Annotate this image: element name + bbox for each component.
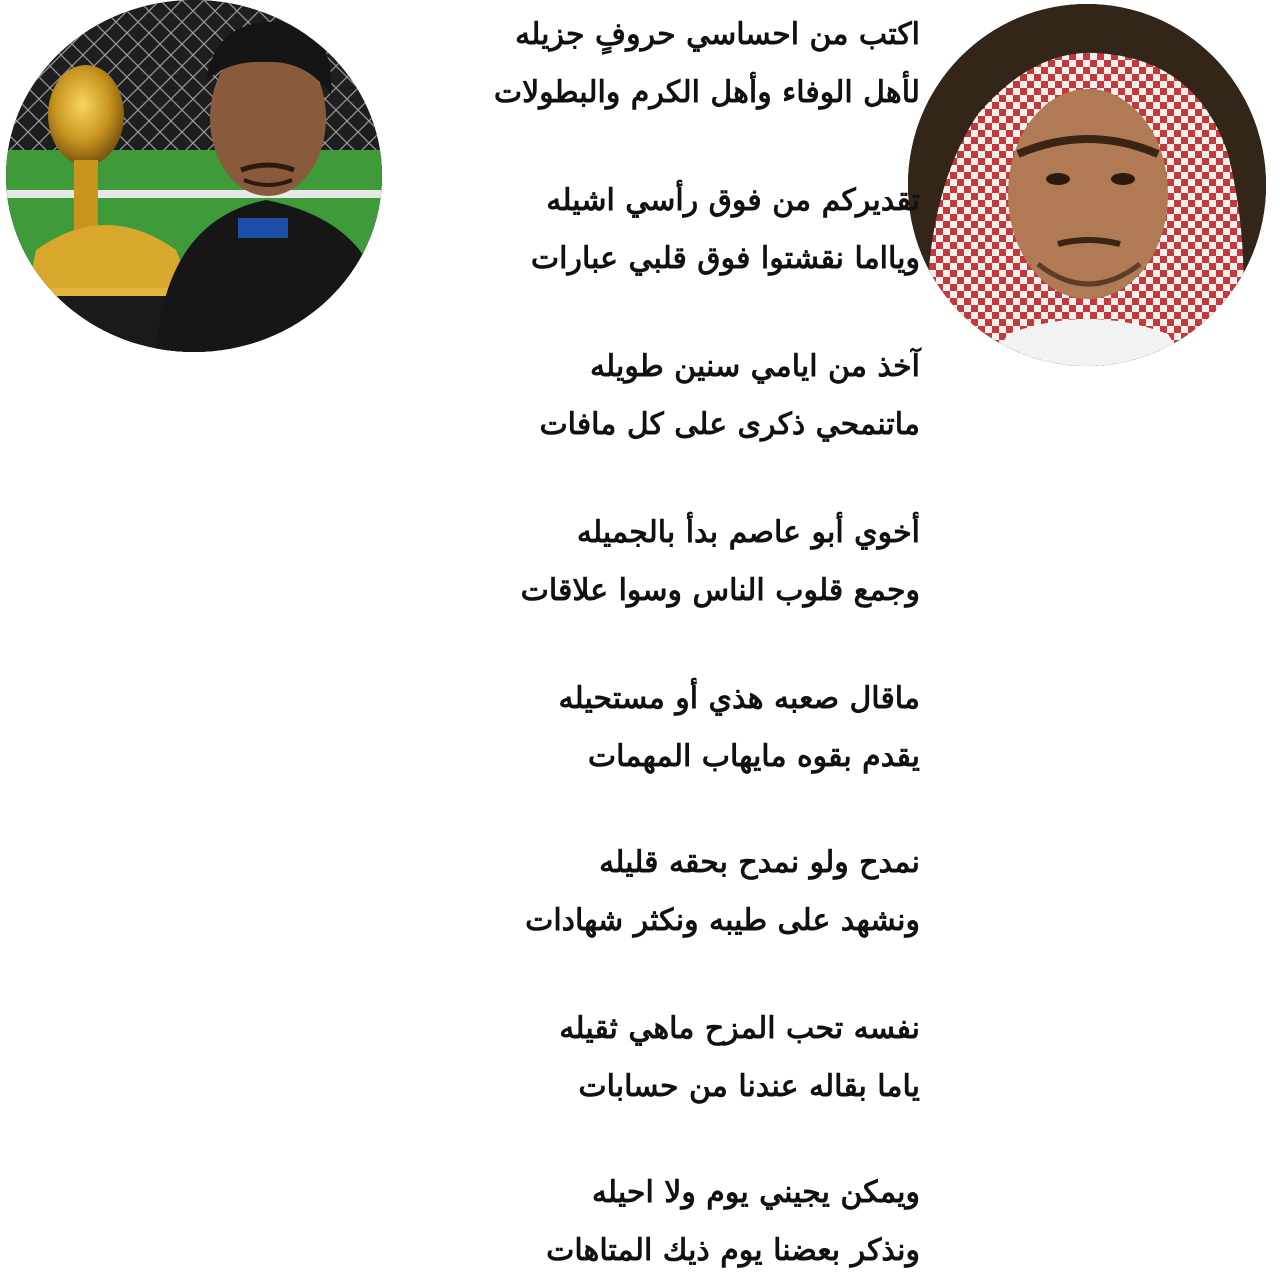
stanza xyxy=(380,1164,920,1280)
poem-line: ونذكر بعضنا يوم ذيك المتاهات xyxy=(546,1233,920,1268)
poem-line: تقديركم من فوق رأسي اشيله xyxy=(546,183,920,218)
stanza xyxy=(380,504,920,620)
poem-line: ياما بقاله عندنا من حسابات xyxy=(578,1069,920,1104)
poem-line: يقدم بقوه مايهاب المهمات xyxy=(587,739,920,774)
poem-line: نفسه تحب المزح ماهي ثقيله xyxy=(559,1011,920,1046)
poem-line: نمدح ولو نمدح بحقه قليله xyxy=(599,845,920,880)
poem-line: اكتب من احساسي حروفٍ جزيله xyxy=(515,17,920,52)
portrait-trophy-photo xyxy=(6,0,382,352)
poem-line: أخوي أبو عاصم بدأ بالجميله xyxy=(576,515,920,550)
stanza xyxy=(380,1000,920,1116)
poem-line: ونشهد على طيبه ونكثر شهادات xyxy=(525,903,920,938)
portrait-shemagh-photo xyxy=(908,4,1266,366)
stanza xyxy=(380,172,920,288)
poem-line: ويمكن يجيني يوم ولا احيله xyxy=(591,1175,920,1210)
stanza xyxy=(380,338,920,454)
stanza xyxy=(380,834,920,950)
poem-line: ماتنمحي ذكرى على كل مافات xyxy=(539,407,920,442)
poem-line: ماقال صعبه هذي أو مستحيله xyxy=(558,681,920,716)
stanza xyxy=(380,6,920,122)
stanza xyxy=(380,670,920,786)
poem-line: وجمع قلوب الناس وسوا علاقات xyxy=(520,573,920,608)
poem-line: لأهل الوفاء وأهل الكرم والبطولات xyxy=(493,75,920,110)
poem-line: ويااما نقشتوا فوق قلبي عبارات xyxy=(530,241,920,276)
poem-line: آخذ من ايامي سنين طويله xyxy=(589,349,920,384)
